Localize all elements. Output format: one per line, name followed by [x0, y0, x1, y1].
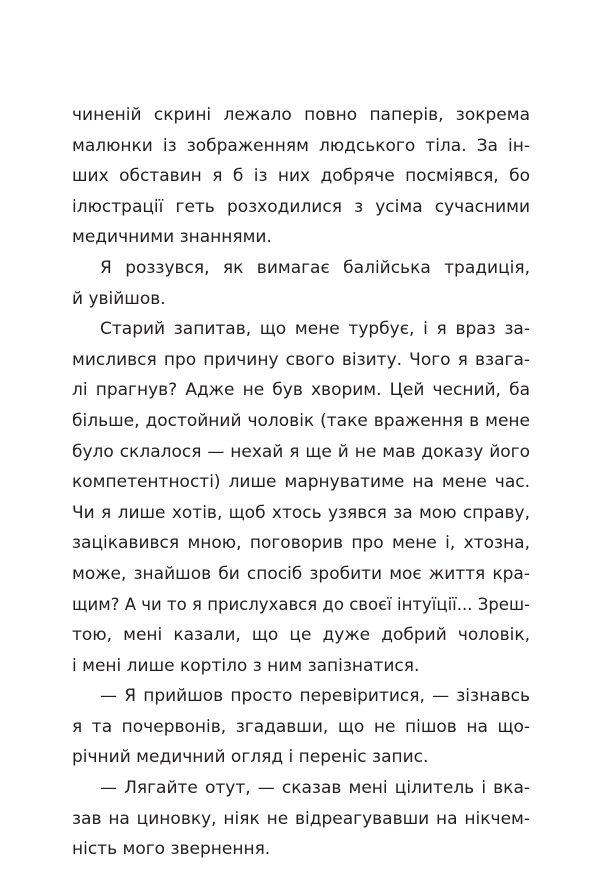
- text-line: щим? А чи то я прислухався до своєї інтуїції... Зреш-: [72, 594, 530, 614]
- text-line: компетентності) лише марнуватиме на мене час.: [72, 472, 530, 493]
- text-line: мислився про причину свого візиту. Чого я взага-: [72, 349, 530, 370]
- text-line: Чи я лише хотів, щоб хтось узявся за мою справу,: [72, 502, 530, 523]
- text-line: чиненій скрині лежало повно паперів, зокрема: [72, 105, 530, 125]
- text-line: малюнки із зображенням людського тіла. За ін-: [72, 135, 530, 156]
- text-line: може, знайшов би спосіб зробити моє життя кра-: [72, 563, 530, 584]
- text-line: зав на циновку, ніяк не відреагувавши на нікчем-: [72, 808, 530, 829]
- text-line: річний медичний огляд і переніс запис.: [72, 747, 429, 768]
- text-line: і мені лише кортіло з ним запізнатися.: [72, 655, 420, 676]
- text-line: ілюстрації геть розходилися з усіма сучасними: [72, 196, 530, 217]
- text-line: ність мого звернення.: [72, 839, 271, 860]
- text-line: більше, достойний чоловік (таке враження в мене: [72, 410, 530, 431]
- dialogue-first-line: — Лягайте отут, — сказав мені цілитель і вка-: [100, 778, 530, 799]
- text-line: й увійшов.: [72, 288, 166, 309]
- page-text: [72, 100, 530, 865]
- paragraph-first-line: Старий запитав, що мене турбує, і я враз за-: [100, 319, 530, 340]
- text-line: було склалося — нехай я ще й не мав доказу його: [72, 441, 530, 462]
- text-line: медичними знаннями.: [72, 227, 272, 248]
- text-line: я та почервонів, згадавши, що не пішов на що-: [72, 716, 530, 737]
- dialogue-first-line: — Я прийшов просто перевіритися, — зізнавсь: [100, 686, 530, 707]
- paragraph-first-line: Я роззувся, як вимагає балійська традиція,: [100, 257, 530, 278]
- text-line: лі прагнув? Адже не був хворим. Цей чесний, ба: [72, 380, 530, 401]
- text-line: ших обставин я б із них добряче посміявся, бо: [72, 166, 530, 187]
- text-line: зацікавився мною, поговорив про мене і, хтозна,: [72, 533, 530, 554]
- text-line: тою, мені казали, що це дуже добрий чоловік,: [72, 625, 530, 646]
